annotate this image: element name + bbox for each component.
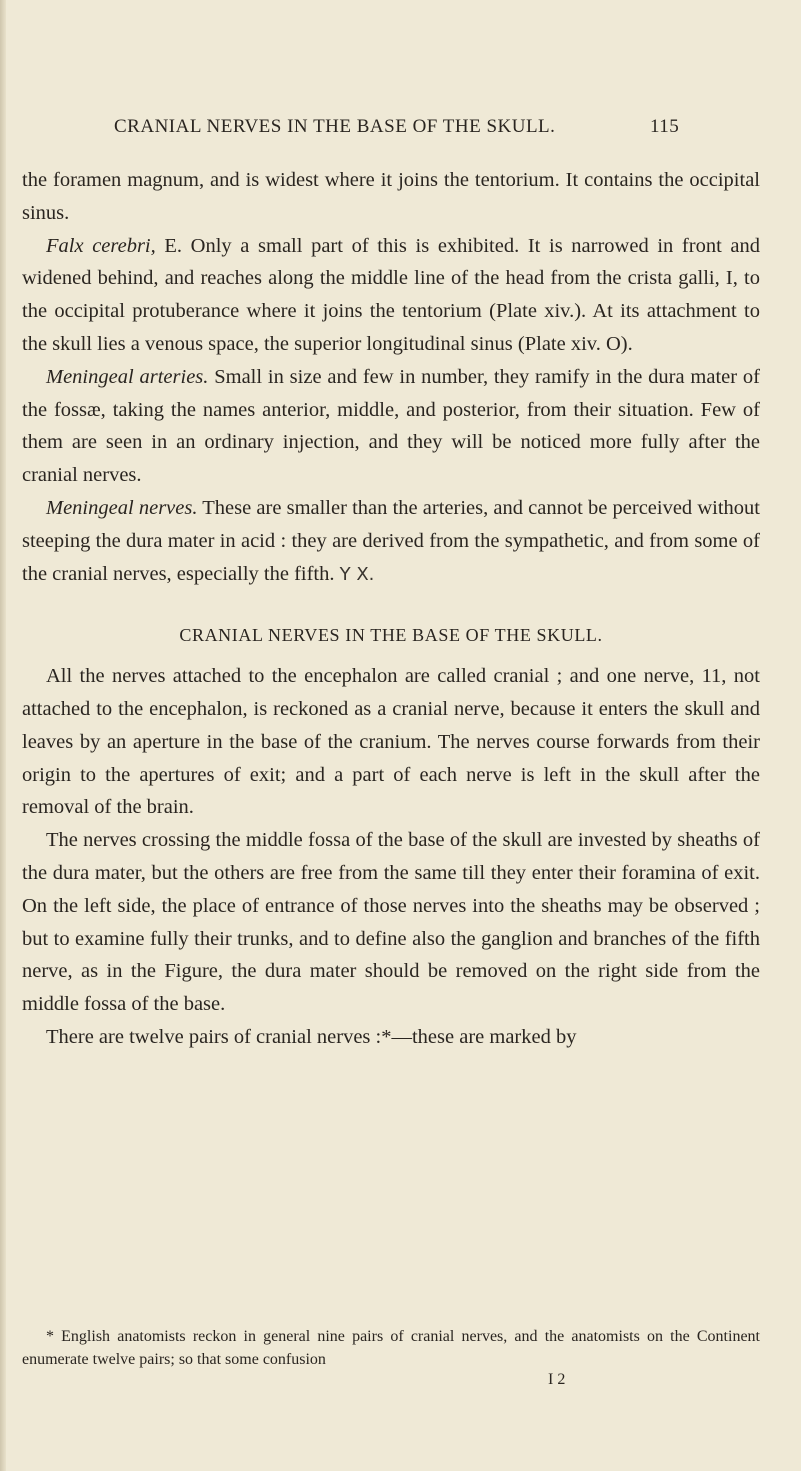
body-text xyxy=(22,164,760,1054)
section-paragraph: There are twelve pairs of cranial nerves :*—these are marked by xyxy=(46,1025,577,1048)
running-head-title: CRANIAL NERVES IN THE BASE OF THE SKULL. xyxy=(114,116,556,137)
paragraph-text: Small in size and few in number, they ramify in the dura mater of the fossæ, taking the names anterior, middle, and posterior, from their situation. Few of them are seen in an ordinary injection, and they will be noticed more fully after the cranial nerves. xyxy=(22,365,760,487)
paragraph-continuation xyxy=(22,164,760,230)
section-paragraph: All the nerves attached to the encephalon are called cranial ; and one nerve, 11, not attached to the encephalon, is reckoned as a cranial nerve, because it enters the skull and leaves by an aperture in the base of the cranium. The nerves course forwards from their origin to the apertures of exit; and a part of each nerve is left in the skull after the removal of the brain. xyxy=(22,665,760,819)
paragraph-meningeal-nerves xyxy=(22,492,760,591)
pencil-annotation: Y X. xyxy=(339,563,375,585)
paragraph-text: These are smaller than the arteries, and cannot be perceived without steeping the dura mater in acid : they are derived from the sympathetic, and from some of the cranial nerves, especially the fifth. xyxy=(22,496,760,585)
page-number: 115 xyxy=(650,116,680,137)
paragraph-lead: Meningeal nerves. xyxy=(46,496,198,519)
section-heading: CRANIAL NERVES IN THE BASE OF THE SKULL. xyxy=(179,625,603,646)
paragraph-lead: Falx cerebri, xyxy=(46,234,156,257)
section-paragraph: The nerves crossing the middle fossa of the base of the skull are invested by sheaths of the dura mater, but the others are free from the same till they enter their foramina of exit. On the left side, the place of entrance of those nerves into the sheaths may be observed ; but to examine fully their trunks, and to define also the ganglion and branches of the fifth nerve, as in the Figure, the dura mater should be removed on the right side from the middle fossa of the base. xyxy=(22,829,760,1016)
footnote-text: * English anatomists reckon in general nine pairs of cranial nerves, and the anatomists on the Continent enumerate twelve pairs; so that some confusion xyxy=(22,1328,760,1368)
footnote xyxy=(22,1325,760,1371)
signature-mark: I 2 xyxy=(548,1371,566,1388)
paragraph-falx-cerebri xyxy=(22,230,760,361)
paragraph-text: the foramen magnum, and is widest where it joins the tentorium. It contains the occipital sinus. xyxy=(22,169,760,224)
paragraph-text: E. Only a small part of this is exhibited. It is narrowed in front and widened behind, and reaches along the middle line of the head from the crista galli, I, to the occipital protuberance where it joins the tentorium (Plate xiv.). At its attachment to the skull lies a venous space, the superior longitudinal sinus (Plate xiv. O). xyxy=(22,234,760,355)
page-edge xyxy=(0,0,6,1471)
paragraph-lead: Meningeal arteries. xyxy=(46,365,209,388)
paragraph-meningeal-arteries xyxy=(22,361,760,492)
